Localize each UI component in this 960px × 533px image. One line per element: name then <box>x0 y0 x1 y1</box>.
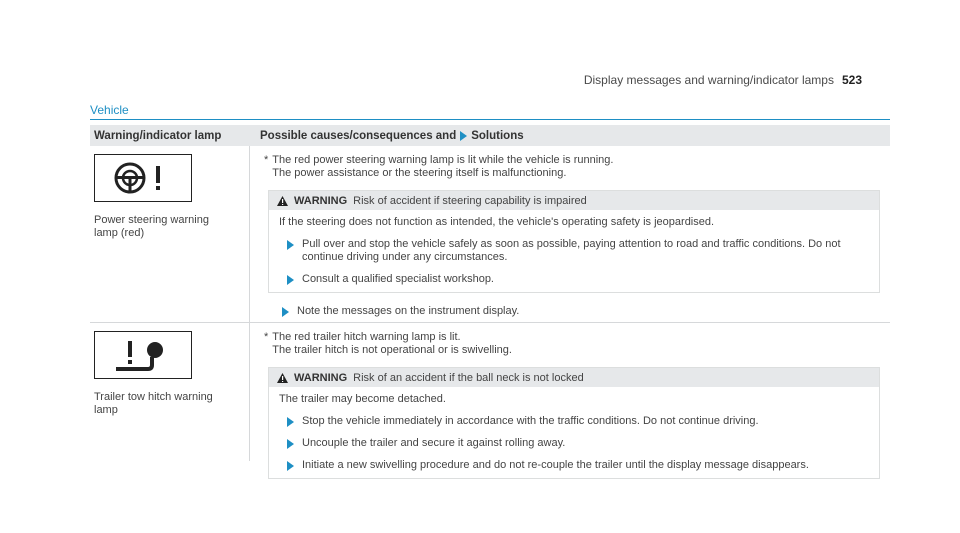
step-arrow-icon <box>287 439 294 449</box>
cause-description: The red trailer hitch warning lamp is lit. The trailer hitch is not operational or is swivelling. <box>272 331 512 356</box>
running-header <box>584 73 862 87</box>
warning-header <box>269 368 879 387</box>
table-header <box>90 125 890 146</box>
step-arrow-icon <box>282 307 289 317</box>
lamp-cell <box>90 323 250 461</box>
table-row <box>90 146 890 323</box>
step-arrow-icon <box>287 240 294 250</box>
bullet-marker: * <box>264 331 269 343</box>
chapter-title: Display messages and warning/indicator lamps <box>583 73 834 87</box>
warning-title: WARNING <box>294 194 348 207</box>
cause-text <box>264 154 880 180</box>
warning-description: If the steering does not function as intended, the vehicle's operating safety is jeopardised. <box>279 216 715 228</box>
step-text: Pull over and stop the vehicle safely as soon as possible, paying attention to road and traffic conditions. Do not continue driving under any circumstances. <box>302 238 841 263</box>
step-text: Note the messages on the instrument display. <box>297 305 520 317</box>
col-header-lamp: Warning/indicator lamp <box>94 129 222 142</box>
page-number: 523 <box>841 73 862 87</box>
step-arrow-icon <box>287 417 294 427</box>
warning-title: WARNING <box>294 371 348 384</box>
list-item <box>279 437 869 450</box>
lamp-cell <box>90 146 250 322</box>
list-item <box>279 459 869 472</box>
step-text: Consult a qualified specialist workshop. <box>302 273 494 285</box>
step-text: Stop the vehicle immediately in accordance with the traffic conditions. Do not continue driving. <box>302 415 759 427</box>
step-text: Uncouple the trailer and secure it against rolling away. <box>302 437 566 449</box>
lamp-label: Trailer tow hitch warning lamp <box>94 391 213 416</box>
warning-box <box>268 190 880 293</box>
warning-subtitle: Risk of an accident if the ball neck is not locked <box>353 371 584 384</box>
list-item <box>279 415 869 428</box>
col-header-solutions-label: Solutions <box>471 129 524 142</box>
warning-description: The trailer may become detached. <box>279 393 446 405</box>
lamp-label: Power steering warning lamp (red) <box>94 214 209 239</box>
trailer-tow-hitch-warning-icon <box>94 331 192 379</box>
col-header-causes <box>250 130 890 142</box>
list-item <box>279 273 869 286</box>
cause-description: The red power steering warning lamp is lit while the vehicle is running. The power assistance or the steering itself is malfunctioning. <box>272 154 614 179</box>
step-arrow-icon <box>287 461 294 471</box>
warning-lamp-table <box>90 125 890 471</box>
power-steering-warning-icon <box>94 154 192 202</box>
warning-triangle-icon <box>277 373 288 383</box>
bullet-marker: * <box>264 154 269 166</box>
section-divider <box>90 119 890 120</box>
warning-header <box>269 191 879 210</box>
list-item <box>274 305 880 318</box>
list-item <box>279 238 869 264</box>
warning-box <box>268 367 880 479</box>
causes-cell <box>250 323 890 471</box>
section-title: Vehicle <box>90 103 129 117</box>
col-header-causes-label: Possible causes/consequences and <box>260 129 457 142</box>
step-arrow-icon <box>287 275 294 285</box>
warning-triangle-icon <box>277 196 288 206</box>
step-text: Initiate a new swivelling procedure and do not re-couple the trailer until the display message disappears. <box>302 459 809 471</box>
causes-cell <box>250 146 890 322</box>
warning-body <box>269 210 879 292</box>
cause-text <box>264 331 880 357</box>
solution-arrow-icon <box>460 131 467 141</box>
warning-subtitle: Risk of accident if steering capability is impaired <box>353 194 587 207</box>
warning-body <box>269 387 879 478</box>
table-row <box>90 323 890 471</box>
